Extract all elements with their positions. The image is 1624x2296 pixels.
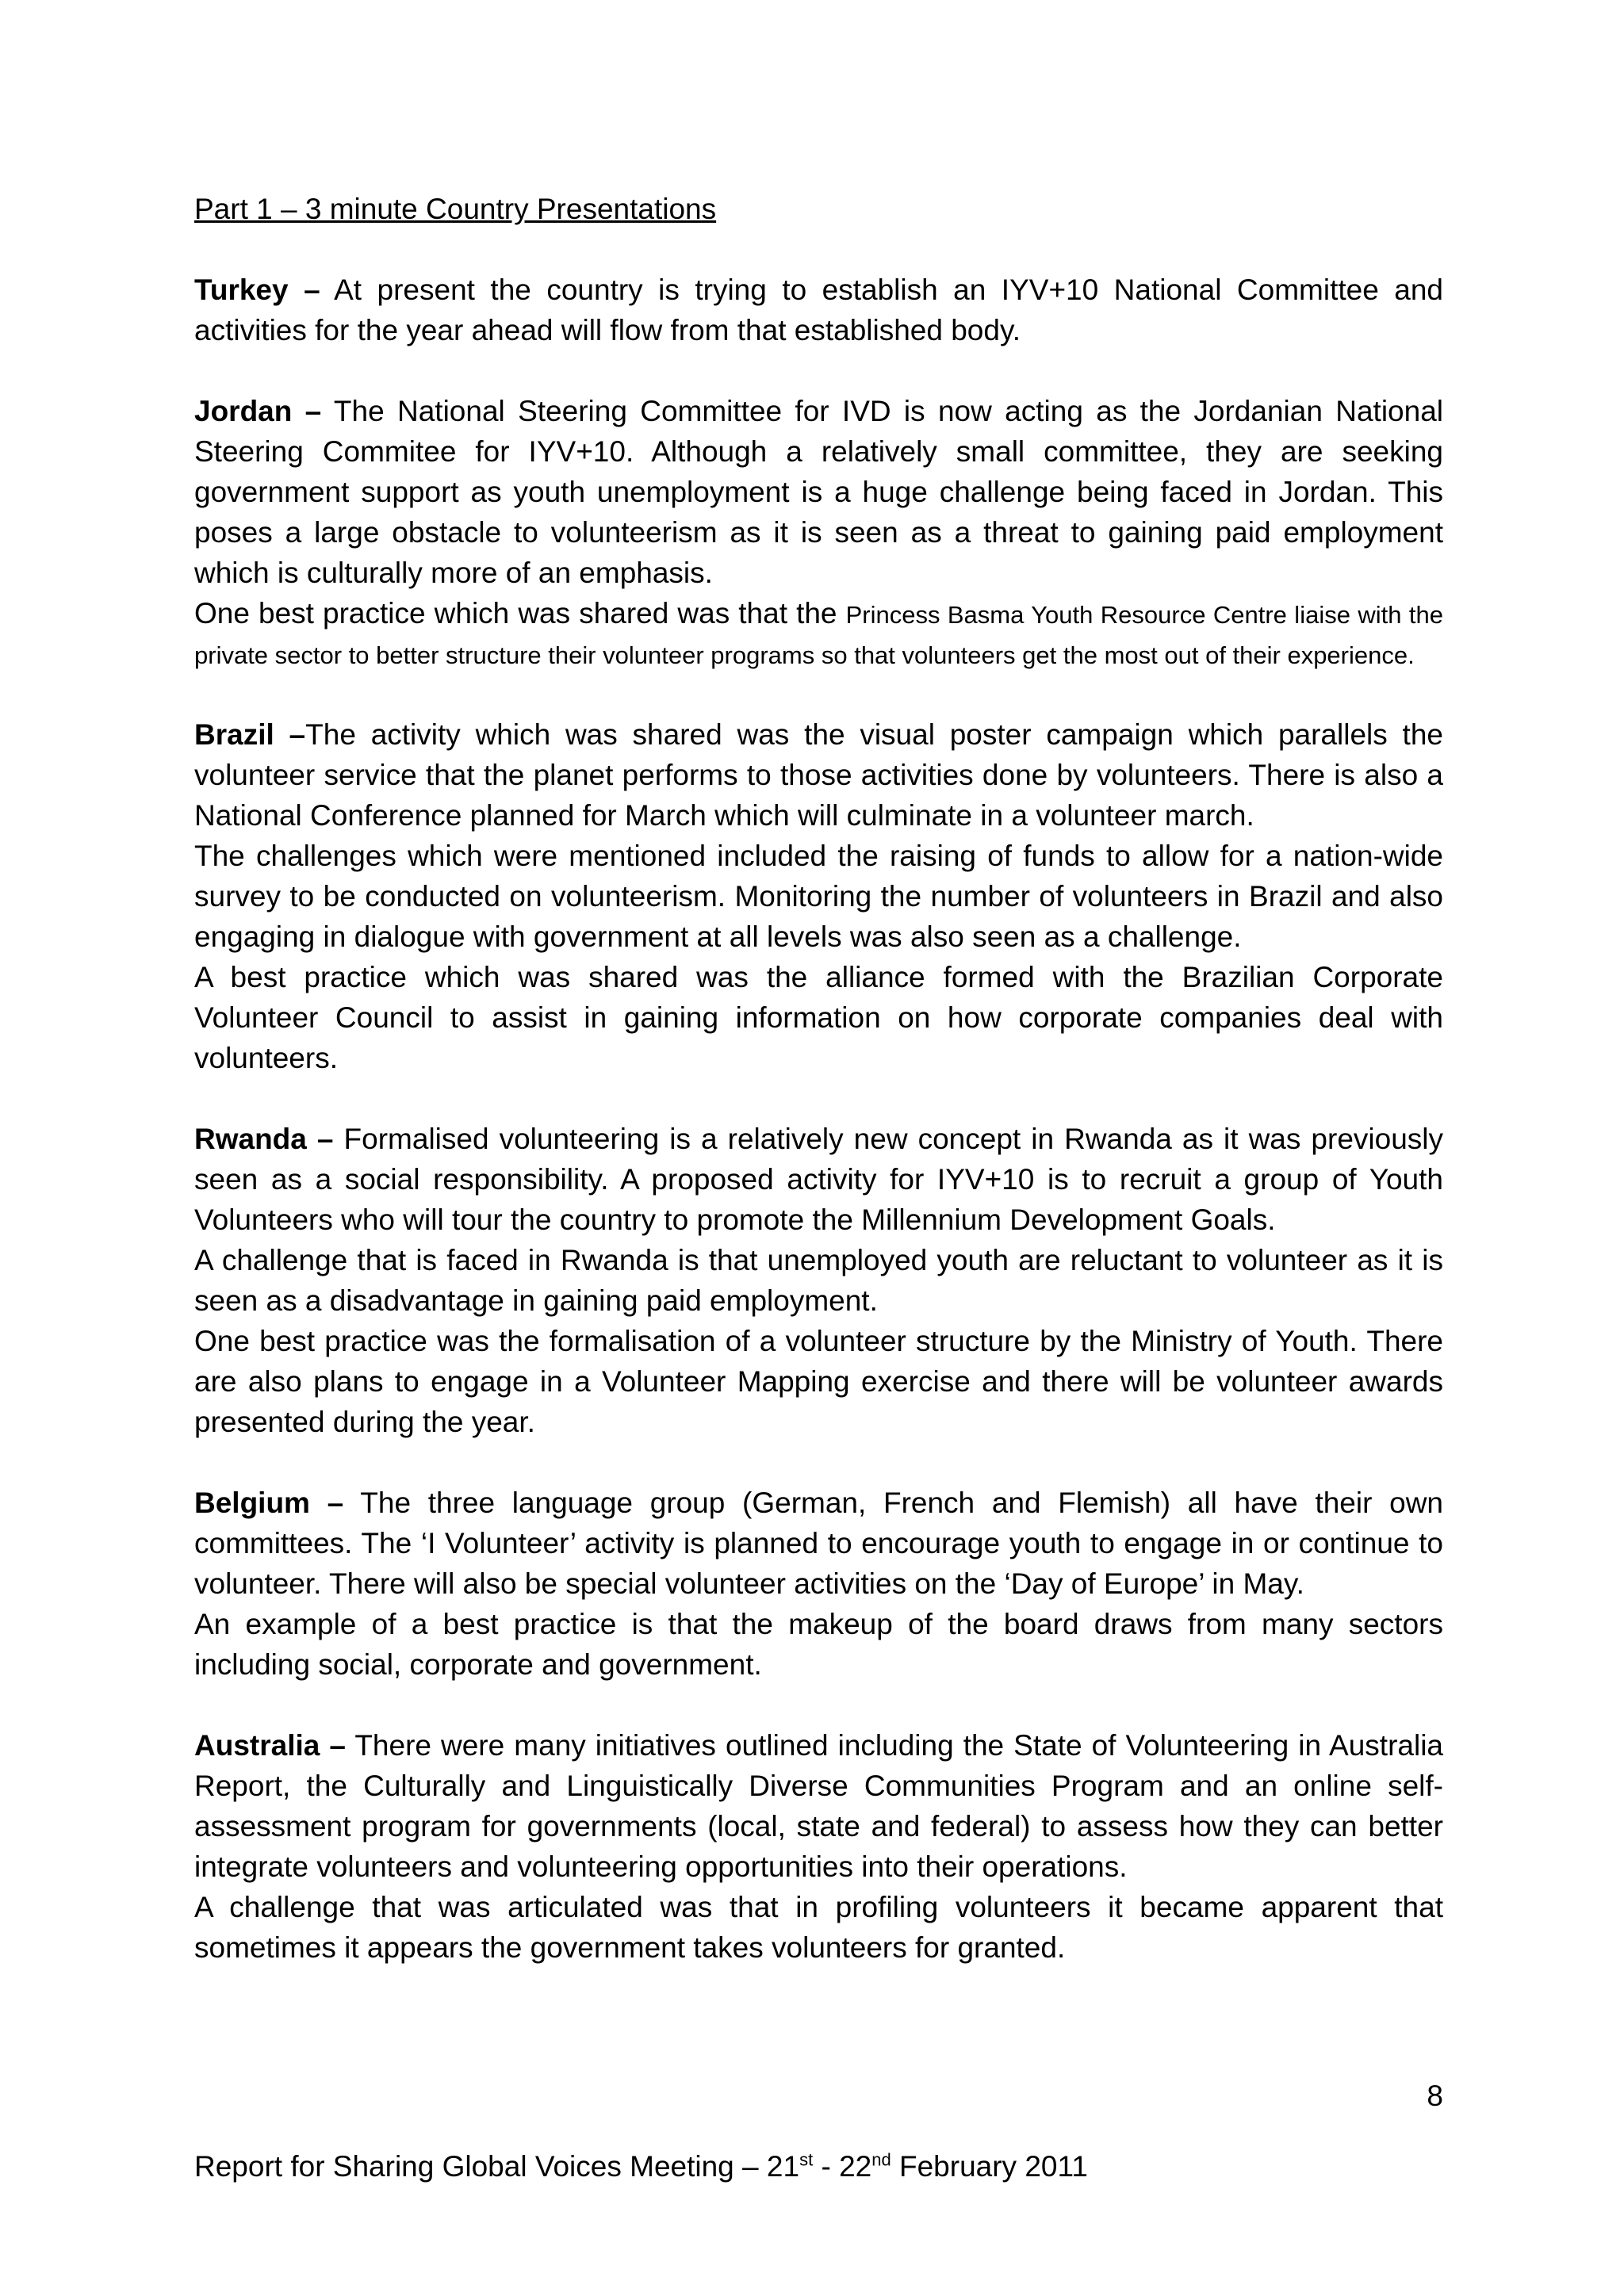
paragraph-text-small: Princess Basma Youth Resource Centre liaise with the private sector to better structure their volunteer programs so that volunteers get the most out of their experience. bbox=[194, 601, 1443, 669]
paragraph bbox=[194, 1483, 1443, 1604]
section-rwanda bbox=[194, 1119, 1443, 1442]
paragraph: A challenge that is faced in Rwanda is that unemployed youth are reluctant to volunteer as it is seen as a disadvantage in gaining paid employment. bbox=[194, 1244, 1443, 1317]
paragraph-text: One best practice which was shared was that the bbox=[194, 597, 846, 629]
page-number: 8 bbox=[1427, 2080, 1443, 2112]
paragraph-text: There were many initiatives outlined including the State of Volunteering in Australia Report, the Culturally and Linguistically Diverse Communities Program and an online self-assessment program for governments (local, state and federal) to assess how they can better integrate volunteers and volunteering opportunities into their operations. bbox=[194, 1729, 1443, 1883]
paragraph bbox=[194, 1119, 1443, 1240]
paragraph: An example of a best practice is that the makeup of the board draws from many sectors including social, corporate and government. bbox=[194, 1608, 1443, 1681]
footer-text: February 2011 bbox=[891, 2150, 1088, 2183]
section-jordan bbox=[194, 391, 1443, 674]
country-name: Brazil – bbox=[194, 718, 306, 751]
footer-superscript: nd bbox=[871, 2149, 891, 2170]
paragraph bbox=[194, 1725, 1443, 1887]
country-name: Australia – bbox=[194, 1729, 346, 1762]
section-heading: Part 1 – 3 minute Country Presentations bbox=[194, 193, 717, 225]
paragraph: A best practice which was shared was the alliance formed with the Brazilian Corporate Volunteer Council to assist in gaining information on how corporate companies deal with volunteers. bbox=[194, 961, 1443, 1074]
country-name: Belgium – bbox=[194, 1487, 344, 1519]
paragraph-text: The National Steering Committee for IVD is now acting as the Jordanian National Steering Commitee for IYV+10. Although a relatively small committee, they are seeking government support as youth unemployment is a huge challenge being faced in Jordan. This poses a large obstacle to volunteerism as it is seen as a threat to gaining paid employment which is culturally more of an emphasis. bbox=[194, 395, 1443, 589]
footer-text: - 22 bbox=[813, 2150, 872, 2183]
footer-superscript: st bbox=[799, 2149, 814, 2170]
paragraph bbox=[194, 391, 1443, 593]
country-name: Jordan – bbox=[194, 395, 322, 427]
country-name: Rwanda – bbox=[194, 1123, 334, 1155]
paragraph: The challenges which were mentioned included the raising of funds to allow for a nation-wide survey to be conducted on volunteerism. Monitoring the number of volunteers in Brazil and also engaging in dialogue with government at all levels was also seen as a challenge. bbox=[194, 840, 1443, 953]
paragraph-text: The three language group (German, French and Flemish) all have their own committees. The ‘I Volunteer’ activity is planned to encourage youth to engage in or continue to volunteer. There will also be special volunteer activities on the ‘Day of Europe’ in May. bbox=[194, 1487, 1443, 1600]
paragraph bbox=[194, 593, 1443, 674]
footer-text: Report for Sharing Global Voices Meeting – 21 bbox=[194, 2150, 800, 2183]
paragraph: A challenge that was articulated was that in profiling volunteers it became apparent that sometimes it appears the government takes volunteers for granted. bbox=[194, 1891, 1443, 1964]
section-australia bbox=[194, 1725, 1443, 1968]
section-turkey bbox=[194, 270, 1443, 350]
paragraph-text: Formalised volunteering is a relatively new concept in Rwanda as it was previously seen as a social responsibility. A proposed activity for IYV+10 is to recruit a group of Youth Volunteers who will tour the country to promote the Millennium Development Goals. bbox=[194, 1123, 1443, 1236]
section-belgium bbox=[194, 1483, 1443, 1685]
paragraph bbox=[194, 270, 1443, 350]
country-name: Turkey – bbox=[194, 274, 320, 306]
paragraph-text: The activity which was shared was the visual poster campaign which parallels the volunteer service that the planet performs to those activities done by volunteers. There is also a National Conference planned for March which will culminate in a volunteer march. bbox=[194, 718, 1443, 832]
paragraph bbox=[194, 714, 1443, 836]
paragraph: One best practice was the formalisation of a volunteer structure by the Ministry of Youth. There are also plans to engage in a Volunteer Mapping exercise and there will be volunteer awards presented during the year. bbox=[194, 1325, 1443, 1438]
section-brazil bbox=[194, 714, 1443, 1078]
paragraph-text: At present the country is trying to establish an IYV+10 National Committee and activities for the year ahead will flow from that established body. bbox=[194, 274, 1444, 346]
page-footer bbox=[194, 2146, 1088, 2187]
document-body bbox=[194, 189, 1443, 2008]
